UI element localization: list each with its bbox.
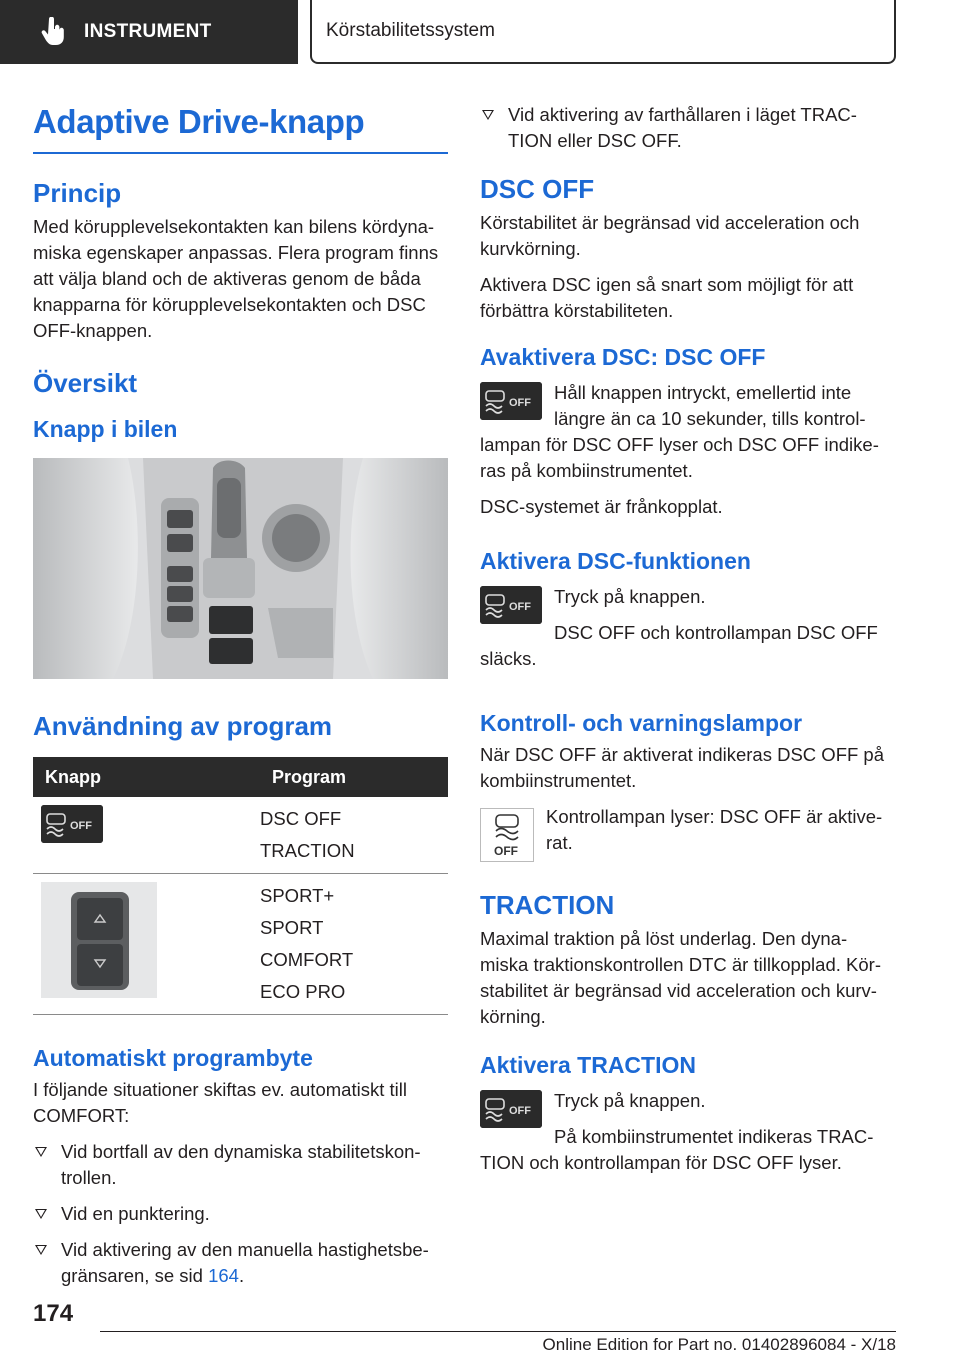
- hand-pointer-icon: [40, 17, 66, 47]
- page-reference-link[interactable]: 164: [208, 1265, 239, 1286]
- aktivera-dsc-heading: Aktivera DSC-funktionen: [480, 548, 751, 574]
- table-cell-program: [260, 797, 448, 874]
- table-row: [33, 797, 448, 874]
- footer-divider: [100, 1331, 896, 1332]
- drive-mode-rocker-icon: [41, 882, 157, 998]
- list-item: Vid en punktering.: [33, 1201, 448, 1227]
- princip-heading: Princip: [33, 178, 122, 208]
- chapter-tab: [310, 0, 896, 64]
- center-console-photo: [33, 458, 448, 679]
- program-name: SPORT+: [260, 885, 335, 906]
- table-cell-program: [260, 874, 448, 1015]
- traction-text: Maximal traktion på löst underlag. Den dyna-miska traktionskontrollen DTC är tillkopplad. Kör-stabilitet är begränsad vid acceleration och kurv-körning.: [480, 928, 881, 1027]
- avaktivera-block: [480, 380, 895, 494]
- avaktivera-text-1: Håll knappen intryckt, emellertid inte längre än ca 10 sekunder, tills kontrol-lampan för DSC OFF lyser och DSC OFF indike-ras på kombiinstrumentet.: [480, 382, 879, 481]
- page-title: Adaptive Drive-knapp: [33, 100, 448, 154]
- aktivera-dsc-block: [480, 584, 895, 682]
- list-item-suffix: .: [238, 1265, 245, 1286]
- aktivera-dsc-text-2: DSC OFF och kontrollampan DSC OFF släcks.: [480, 622, 878, 669]
- footer-edition: Online Edition for Part no. 01402896084 - X/18: [542, 1335, 896, 1354]
- list-item: Vid bortfall av den dynamiska stabilitetskon-trollen.: [33, 1139, 448, 1191]
- list-item: Vid aktivering av farthållaren i läget TRAC-TION eller DSC OFF.: [480, 102, 895, 154]
- table-cell-knapp: [33, 874, 260, 1015]
- auto-heading: Automatiskt programbyte: [33, 1045, 313, 1071]
- list-item-text: Vid aktivering av den manuella hastighetsbe-gränsaren, se sid: [61, 1239, 429, 1286]
- table-row: [33, 874, 448, 1015]
- center-console-illustration: [33, 458, 448, 679]
- svg-text:OFF: OFF: [509, 397, 531, 409]
- left-column: [33, 100, 448, 1299]
- page-number: 174: [33, 1300, 74, 1327]
- chapter-title: Körstabilitetssystem: [326, 20, 495, 41]
- auto-list: [33, 1139, 448, 1289]
- program-name: DSC OFF: [260, 808, 342, 829]
- right-column: [480, 102, 895, 1186]
- aktivera-traction-heading: Aktivera TRACTION: [480, 1052, 696, 1078]
- dsc-off-button-icon: [480, 1090, 542, 1128]
- table-header-knapp: Knapp: [33, 757, 260, 797]
- auto-list-continued: [480, 102, 895, 154]
- program-table: [33, 757, 448, 1015]
- program-name: SPORT: [260, 917, 324, 938]
- aktivera-traction-block: [480, 1088, 895, 1186]
- program-heading: Användning av program: [33, 711, 333, 741]
- svg-text:OFF: OFF: [509, 1105, 531, 1117]
- aktivera-dsc-text-1: Tryck på knappen.: [554, 586, 706, 607]
- table-cell-knapp: [33, 797, 260, 874]
- avaktivera-text-2: DSC-systemet är frånkopplat.: [480, 496, 723, 517]
- dsc-off-button-icon: [41, 805, 103, 843]
- svg-text:OFF: OFF: [494, 844, 518, 858]
- avaktivera-heading: Avaktivera DSC: DSC OFF: [480, 344, 766, 370]
- dsc-off-button-icon: [480, 382, 542, 420]
- section-title: INSTRUMENT: [84, 21, 212, 42]
- table-header-program: Program: [260, 757, 448, 797]
- svg-text:OFF: OFF: [70, 820, 92, 832]
- princip-text: Med körupplevelsekontakten kan bilens kördyna-miska egenskaper anpassas. Flera program finns att välja bland och de aktiveras genom de båda knapparna för körupplevelsekontakten och DSC OFF-knappen.: [33, 216, 439, 341]
- dsc-off-text-2: Aktivera DSC igen så snart som möjligt för att förbättra körstabiliteten.: [480, 274, 854, 321]
- dsc-off-indicator-icon: [480, 808, 534, 862]
- knapp-heading: Knapp i bilen: [33, 416, 178, 442]
- kontroll-text-1: När DSC OFF är aktiverat indikeras DSC OFF på kombiinstrumentet.: [480, 744, 885, 791]
- oversikt-heading: Översikt: [33, 368, 138, 398]
- program-name: ECO PRO: [260, 981, 346, 1002]
- dsc-off-text-1: Körstabilitet är begränsad vid acceleration och kurvkörning.: [480, 212, 860, 259]
- aktivera-traction-text-1: Tryck på knappen.: [554, 1090, 706, 1111]
- traction-heading: TRACTION: [480, 890, 615, 920]
- auto-text: I följande situationer skiftas ev. automatiskt till COMFORT:: [33, 1079, 407, 1126]
- program-name: COMFORT: [260, 949, 354, 970]
- aktivera-traction-text-2: På kombiinstrumentet indikeras TRAC-TION och kontrollampan för DSC OFF lyser.: [480, 1126, 874, 1173]
- section-tab: [0, 0, 298, 64]
- kontroll-heading: Kontroll- och varningslampor: [480, 710, 803, 736]
- list-item: [33, 1237, 448, 1289]
- dsc-off-button-icon: [480, 586, 542, 624]
- kontroll-block: [480, 804, 895, 866]
- dsc-off-heading: DSC OFF: [480, 174, 595, 204]
- svg-text:OFF: OFF: [509, 601, 531, 613]
- program-name: TRACTION: [260, 840, 355, 861]
- kontroll-text-2: Kontrollampan lyser: DSC OFF är aktive-rat.: [546, 806, 883, 853]
